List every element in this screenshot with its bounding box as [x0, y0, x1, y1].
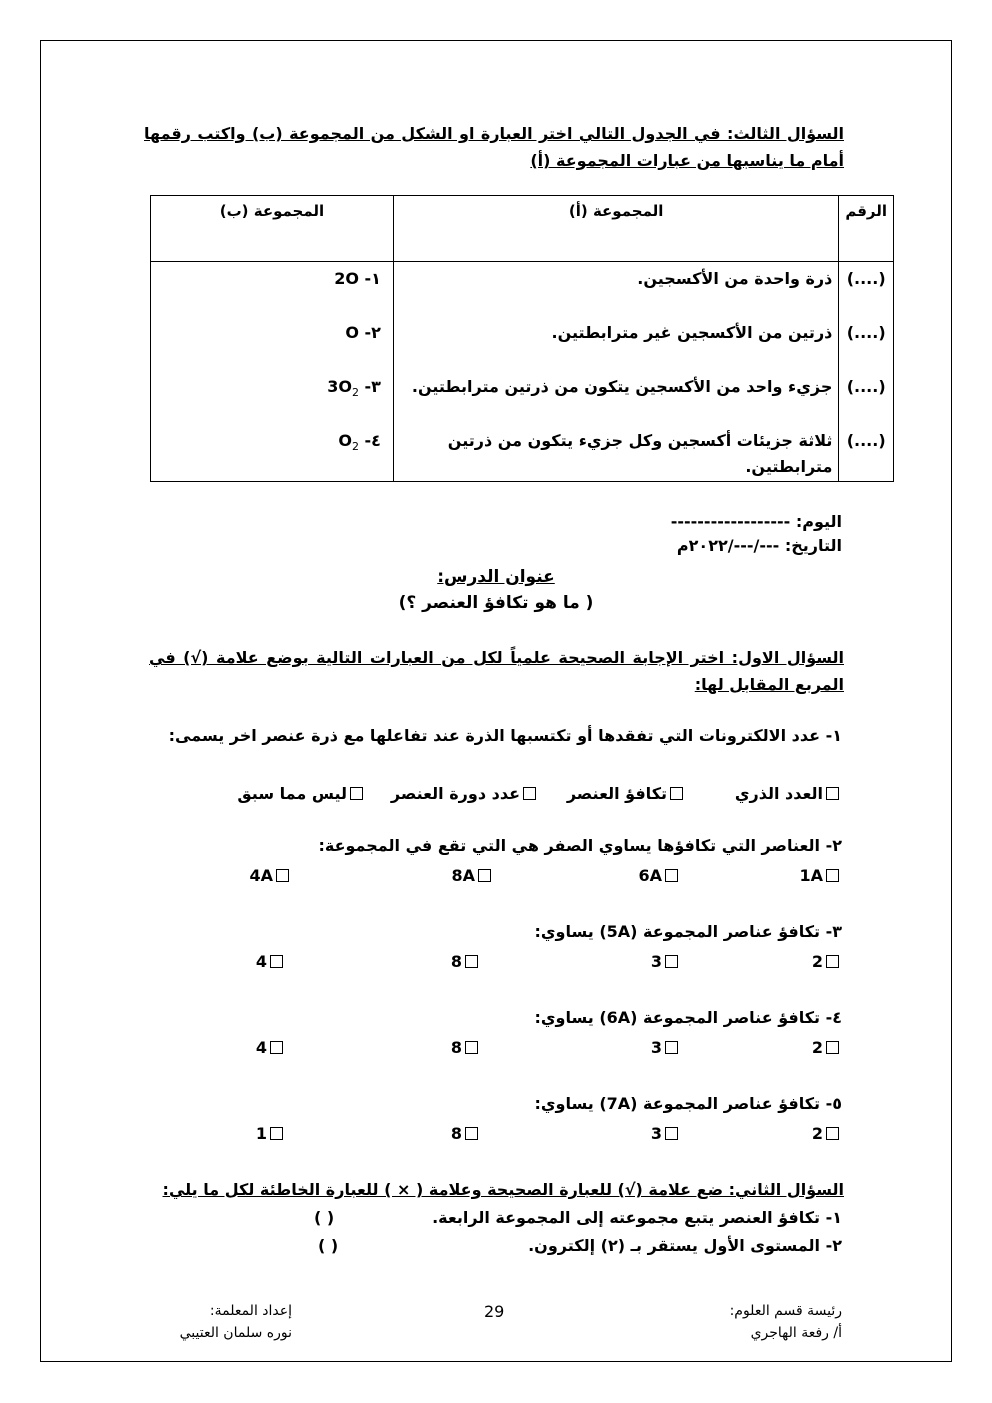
group-a-column: [393, 262, 838, 482]
checkbox-icon[interactable]: [270, 955, 283, 968]
option[interactable]: تكافؤ العنصر: [567, 784, 686, 803]
checkbox-icon[interactable]: [465, 1041, 478, 1054]
matching-table: [150, 195, 894, 482]
date-line: التاريخ: ---/---/٢٠٢٢م: [676, 536, 842, 555]
group-b-item: ١- 2O: [334, 269, 381, 288]
answer-blank[interactable]: ( ): [318, 1236, 339, 1255]
q1-title: السؤال الاول: اختر الإجابة الصحيحة علمياً لكل من العبارات التالية بوضع علامة (√) في المربع المقابل لها:: [149, 648, 844, 694]
checkbox-icon[interactable]: [523, 787, 536, 800]
option[interactable]: 8: [451, 1124, 481, 1143]
q2-item-1: ١- تكافؤ العنصر يتبع مجموعته إلى المجموعة الرابعة.: [432, 1208, 842, 1227]
lesson-label: عنوان الدرس:: [437, 567, 555, 587]
checkbox-icon[interactable]: [826, 869, 839, 882]
page-number: 29: [484, 1302, 505, 1321]
q1-question-2: ٢- العناصر التي تكافؤها يساوي الصفر هي التي تقع في المجموعة:: [318, 836, 842, 855]
footer-prep: [180, 1300, 292, 1344]
option[interactable]: 3: [651, 1038, 681, 1057]
num-column: [839, 262, 894, 482]
date-block: [671, 510, 842, 558]
blank-4[interactable]: (....): [846, 431, 886, 450]
q3-title: السؤال الثالث: في الجدول التالي اختر العبارة او الشكل من المجموعة (ب) واكتب رقمها أمام ما يناسبها من عبارات المجموعة (أ): [144, 124, 844, 170]
group-a-item: جزيء واحد من الأكسجين يتكون من ذرتين مترابطتين.: [411, 377, 833, 396]
option[interactable]: 2: [812, 1038, 842, 1057]
head-name: أ/ رفعة الهاجري: [750, 1325, 842, 1341]
checkbox-icon[interactable]: [350, 787, 363, 800]
blank-2[interactable]: (....): [846, 323, 886, 342]
option[interactable]: 3: [651, 952, 681, 971]
checkbox-icon[interactable]: [665, 955, 678, 968]
option[interactable]: 8A: [451, 866, 494, 885]
option[interactable]: 6A: [638, 866, 681, 885]
group-a-item: ثلاثة جزيئات أكسجين وكل جزيء يتكون من ذرتين مترابطتين.: [447, 431, 833, 476]
group-a-item: ذرتين من الأكسجين غير مترابطتين.: [551, 323, 833, 342]
option[interactable]: 4: [256, 952, 286, 971]
checkbox-icon[interactable]: [270, 1041, 283, 1054]
group-a-item: ذرة واحدة من الأكسجين.: [637, 269, 833, 288]
prep-label: إعداد المعلمة:: [209, 1303, 292, 1319]
group-b-column: [151, 262, 394, 482]
checkbox-icon[interactable]: [826, 787, 839, 800]
footer-head: [730, 1300, 842, 1344]
blank-3[interactable]: (....): [846, 377, 886, 396]
q1-question-1: ١- عدد الالكترونات التي تفقدها أو تكتسبها الذرة عند تفاعلها مع ذرة عنصر اخر يسمى:: [168, 726, 842, 745]
lesson-title: ( ما هو تكافؤ العنصر ؟): [398, 593, 594, 613]
checkbox-icon[interactable]: [826, 1127, 839, 1140]
option[interactable]: 1: [256, 1124, 286, 1143]
checkbox-icon[interactable]: [465, 1127, 478, 1140]
q1-question-5: ٥- تكافؤ عناصر المجموعة (7A) يساوي:: [534, 1094, 842, 1113]
group-b-item: ٣- $3O_2$: [327, 377, 381, 400]
group-b-item: ٢- O: [345, 323, 381, 342]
checkbox-icon[interactable]: [826, 1041, 839, 1054]
option[interactable]: 1A: [799, 866, 842, 885]
checkbox-icon[interactable]: [826, 955, 839, 968]
q1-question-3: ٣- تكافؤ عناصر المجموعة (5A) يساوي:: [534, 922, 842, 941]
group-b-item: ٤- $O_2$: [338, 431, 381, 454]
prep-name: نوره سلمان العتيبي: [179, 1325, 292, 1341]
option[interactable]: ليس مما سبق: [237, 784, 366, 803]
option[interactable]: عدد دورة العنصر: [391, 784, 539, 803]
option[interactable]: 8: [451, 1038, 481, 1057]
checkbox-icon[interactable]: [276, 869, 289, 882]
checkbox-icon[interactable]: [465, 955, 478, 968]
option[interactable]: 2: [812, 952, 842, 971]
option[interactable]: 4: [256, 1038, 286, 1057]
q2-title: السؤال الثاني: ضع علامة (√) للعبارة الصحيحة وعلامة ( × ) للعبارة الخاطئة لكل ما يلي:: [162, 1180, 844, 1199]
checkbox-icon[interactable]: [670, 787, 683, 800]
header-group-b: المجموعة (ب): [151, 196, 394, 262]
option[interactable]: العدد الذري: [735, 784, 842, 803]
answer-blank[interactable]: ( ): [314, 1208, 335, 1227]
header-num: الرقم: [839, 196, 894, 262]
option[interactable]: 3: [651, 1124, 681, 1143]
lesson-block: [0, 564, 992, 616]
head-label: رئيسة قسم العلوم:: [729, 1303, 842, 1319]
option[interactable]: 2: [812, 1124, 842, 1143]
q1-question-4: ٤- تكافؤ عناصر المجموعة (6A) يساوي:: [534, 1008, 842, 1027]
day-line: اليوم: ------------------: [670, 512, 842, 531]
q2-item-2: ٢- المستوى الأول يستقر بـ (٢) إلكترون.: [528, 1236, 842, 1255]
option[interactable]: 4A: [249, 866, 292, 885]
checkbox-icon[interactable]: [665, 1127, 678, 1140]
blank-1[interactable]: (....): [846, 269, 886, 288]
checkbox-icon[interactable]: [665, 869, 678, 882]
checkbox-icon[interactable]: [665, 1041, 678, 1054]
option[interactable]: 8: [451, 952, 481, 971]
header-group-a: المجموعة (أ): [393, 196, 838, 262]
checkbox-icon[interactable]: [478, 869, 491, 882]
checkbox-icon[interactable]: [270, 1127, 283, 1140]
